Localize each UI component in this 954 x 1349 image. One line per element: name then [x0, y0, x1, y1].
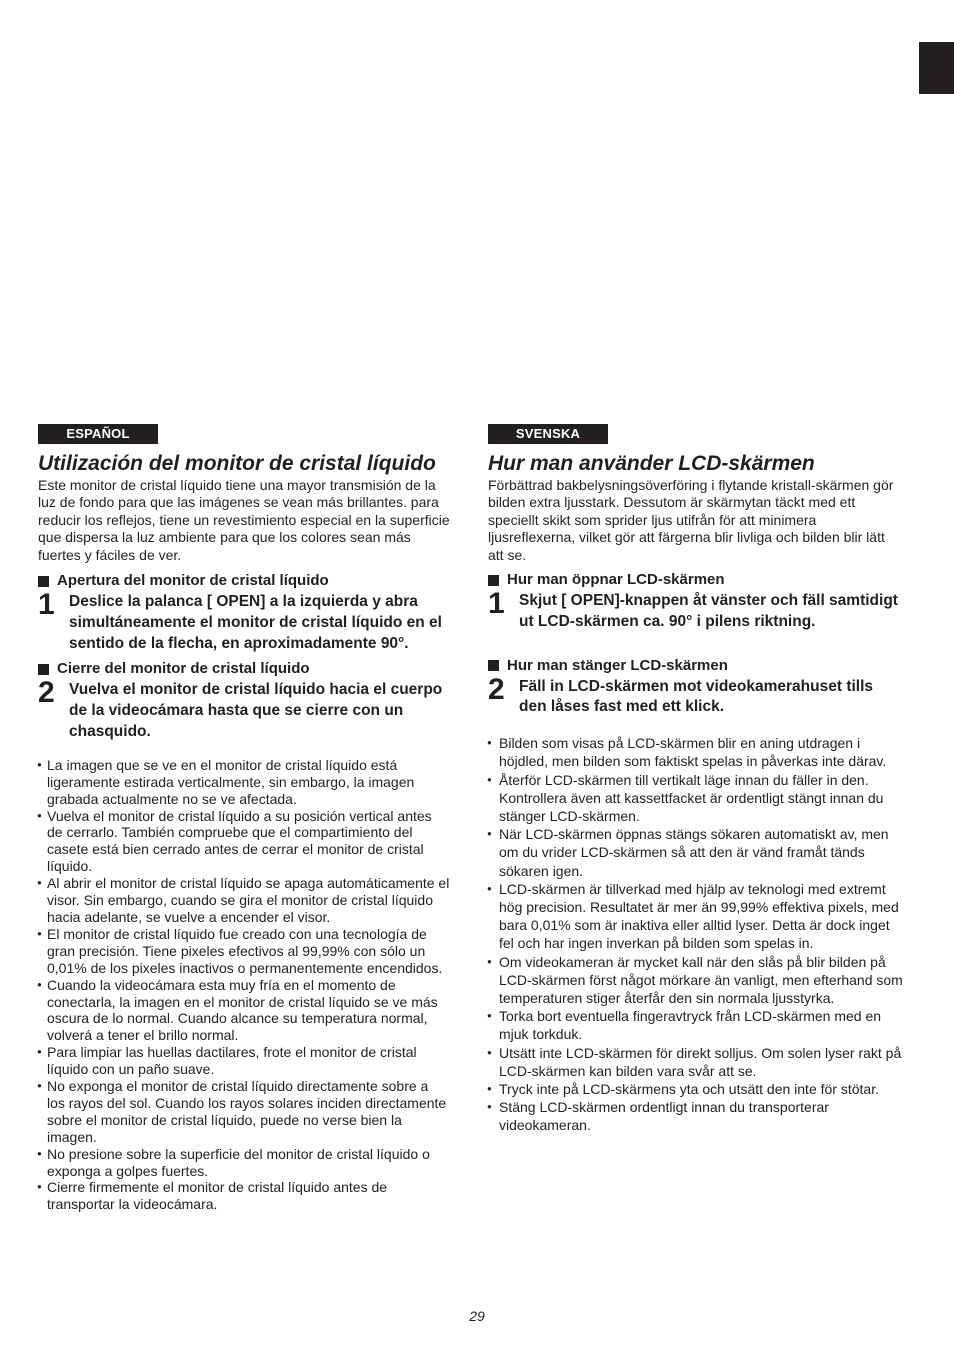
note-item: ● Återför LCD-skärmen till vertikalt läge innan du fäller in den. Kontrollera även att kassettfacket är ordentligt stängt innan du stänger LCD-skärmen. [488, 771, 904, 826]
note-item: ● Om videokameran är mycket kall när den slås på blir bilden på LCD-skärmen först något mörkare än vanligt, men efterhand som temperaturen stiger återfår den sin normala ljusstyrka. [488, 953, 904, 1008]
note-item: ● No exponga el monitor de cristal líquido directamente sobre a los rayos del sol. Cuando los rayos solares inciden directamente sobre el monitor de cristal líquido, puede no verse bien la imagen. [38, 1078, 450, 1146]
intro-paragraph-spanish: Este monitor de cristal líquido tiene una mayor transmisión de la luz de fondo para que las imágenes se vean más brillantes. para reducir los reflejos, tiene un revestimiento especial en la superficie que dispersa la luz ambiente para que los colores sean más fuertes y fáciles de ver. [38, 477, 450, 563]
square-bullet-icon [488, 575, 499, 586]
subheading-open-label: Hur man öppnar LCD-skärmen [507, 571, 725, 589]
step-number: 2 [38, 676, 55, 710]
section-title-swedish: Hur man använder LCD-skärmen [488, 452, 815, 475]
step-instruction: Vuelva el monitor de cristal líquido hacia el cuerpo de la videocámara hasta que se cierre con un chasquido. [69, 681, 443, 741]
subheading-close-spanish [38, 660, 450, 678]
note-item: ● La imagen que se ve en el monitor de cristal líquido está ligeramente estirada verticalmente, sin embargo, la imagen grabada actualmente no se ve afectada. [38, 757, 450, 808]
step-1-spanish [38, 588, 450, 654]
step-instruction: Deslice la palanca [ OPEN] a la izquierda y abra simultáneamente el monitor de cristal líquido en el sentido de la flecha, en aproximadamente 90°. [69, 593, 442, 652]
language-badge-swedish: SVENSKA [488, 424, 608, 444]
note-item: ● El monitor de cristal líquido fue creado con una tecnología de gran precisión. Tiene pixeles efectivos al 99,99% con sólo un 0,01% de los pixeles inactivos o permanentemente encendidos. [38, 926, 450, 977]
notes-list-spanish [38, 757, 450, 1213]
subheading-close-label: Hur man stänger LCD-skärmen [507, 656, 728, 674]
step-number: 1 [488, 587, 505, 621]
square-bullet-icon [488, 660, 499, 671]
step-2-swedish [488, 672, 904, 719]
note-item: ● Utsätt inte LCD-skärmen för direkt solljus. Om solen lyser rakt på LCD-skärmen kan bilden vara svår att se. [488, 1044, 904, 1080]
note-item: ● Para limpiar las huellas dactilares, frote el monitor de cristal líquido con un paño suave. [38, 1044, 450, 1078]
note-item: ● Cuando la videocámara esta muy fría en el momento de conectarla, la imagen en el monitor de cristal líquido se ve más oscura de lo normal. Cuando alcance su temperatura normal, volverá a tener el brillo normal. [38, 977, 450, 1045]
step-2-spanish [38, 676, 450, 742]
swedish-column [488, 424, 904, 1135]
note-item: ● Al abrir el monitor de cristal líquido se apaga automáticamente el visor. Sin embargo, cuando se gira el monitor de cristal líquido hacia adelante, se vuelve a encender el visor. [38, 875, 450, 926]
page-number: 29 [469, 1308, 485, 1324]
subheading-open-swedish [488, 571, 904, 589]
note-item: ● Vuelva el monitor de cristal líquido a su posición vertical antes de cerrarlo. También compruebe que el compartimiento del casete está bien cerrado antes de cerrar el monitor de cristal líquido. [38, 808, 450, 876]
section-title-spanish: Utilización del monitor de cristal líquido [38, 452, 436, 475]
note-item: ● LCD-skärmen är tillverkad med hjälp av teknologi med extremt hög precision. Resultatet är mer än 99,99% effektiva pixels, med bara 0,01% som är inaktiva eller alltid lyser. Detta är dock inget fel och har ingen inverkan på bilden som spelas in. [488, 880, 904, 953]
intro-paragraph-swedish: Förbättrad bakbelysningsöverföring i flytande kristall-skärmen gör bilden extra ljusstark. Dessutom är skärmytan täckt med ett speciellt skikt som sprider ljus utifrån för att minimera ljusreflexerna, vilket gör att färgerna blir livliga och bilden blir lätt att se. [488, 477, 894, 563]
page-edge-tab [919, 42, 954, 94]
note-item: ● Stäng LCD-skärmen ordentligt innan du transporterar videokameran. [488, 1098, 904, 1134]
note-item: ● Torka bort eventuella fingeravtryck från LCD-skärmen med en mjuk torkduk. [488, 1007, 904, 1043]
step-number: 2 [488, 672, 505, 706]
step-instruction: Fäll in LCD-skärmen mot videokamerahuset tills den låses fast med ett klick. [519, 677, 874, 716]
subheading-close-swedish [488, 657, 904, 675]
step-1-swedish [488, 587, 904, 633]
step-instruction: Skjut [ OPEN]-knappen åt vänster och fäll samtidigt ut LCD-skärmen ca. 90° i pilens riktning. [519, 592, 898, 630]
note-item: ● När LCD-skärmen öppnas stängs sökaren automatiskt av, men om du vrider LCD-skärmen så att den är vänd framåt tänds sökaren igen. [488, 825, 904, 880]
step-number: 1 [38, 588, 55, 622]
notes-list-swedish [488, 734, 904, 1134]
note-item: ● Cierre firmemente el monitor de cristal líquido antes de transportar la videocámara. [38, 1179, 450, 1213]
subheading-close-label: Cierre del monitor de cristal líquido [57, 660, 310, 678]
subheading-open-label: Apertura del monitor de cristal líquido [57, 572, 329, 590]
note-item: ● Bilden som visas på LCD-skärmen blir en aning utdragen i höjdled, men bilden som faktiskt spelas in påverkas inte därav. [488, 734, 904, 770]
square-bullet-icon [38, 576, 49, 587]
note-item: ● No presione sobre la superficie del monitor de cristal líquido o exponga a golpes fuertes. [38, 1146, 450, 1180]
subheading-open-spanish [38, 572, 450, 590]
spanish-column [38, 424, 450, 1213]
square-bullet-icon [38, 664, 49, 675]
language-badge-spanish: ESPAÑOL [38, 424, 158, 444]
note-item: ● Tryck inte på LCD-skärmens yta och utsätt den inte för stötar. [488, 1080, 904, 1098]
